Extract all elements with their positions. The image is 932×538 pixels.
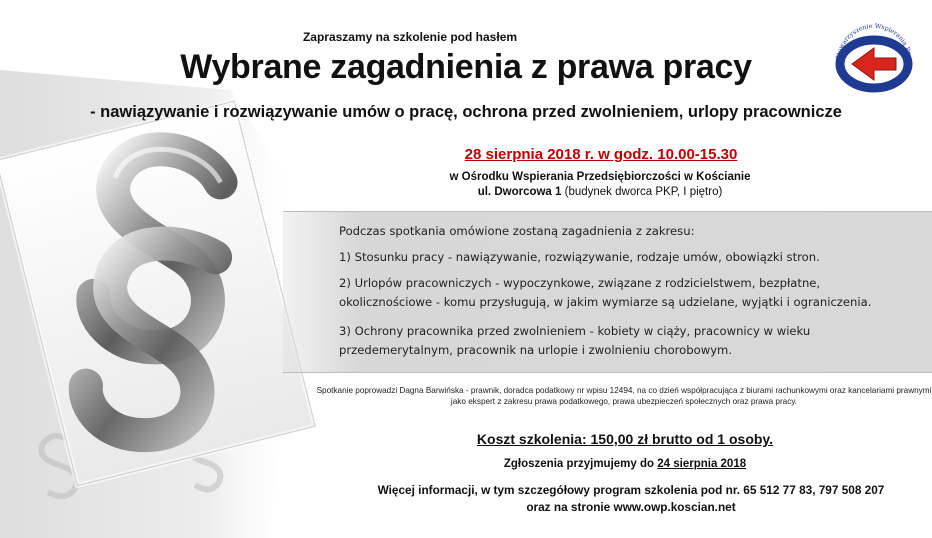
page-title: Wybrane zagadnienia z prawa pracy	[180, 48, 752, 86]
trainer-info: Spotkanie poprowadzi Dagna Barwińska - prawnik, doradca podatkowy nr wpisu 12494, na co dzień współpracująca z biurami rachunkowymi oraz kancelariami prawnymi jako ekspert z zakresu prawa podatkowego, prawa ubezpieczeń społecznych oraz prawa pracy.	[316, 386, 932, 406]
contact-line-phone: Więcej informacji, w tym szczegółowy program szkolenia pod nr. 65 512 77 83, 797 508 207	[377, 483, 885, 497]
registration-deadline	[420, 458, 830, 470]
training-cost: Koszt szkolenia: 150,00 zł brutto od 1 osoby.	[476, 431, 774, 447]
topic-item: 1) Stosunku pracy - nawiązywanie, rozwiązywanie, rodzaje umów, obowiązki stron.	[339, 250, 820, 264]
topics-heading: Podczas spotkania omówione zostaną zagadnienia z zakresu:	[339, 224, 695, 238]
event-date: 28 sierpnia 2018 r. w godz. 10.00-15.30	[464, 146, 738, 163]
venue-address	[390, 186, 810, 198]
deadline-prefix: Zgłoszenia przyjmujemy do	[503, 458, 658, 470]
deadline-date: 24 sierpnia 2018	[657, 458, 747, 470]
topic-item: 2) Urlopów pracowniczych - wypoczynkowe, związane z rodzicielstwem, bezpłatne, okolicznościowe - komu przysługują, w jakim wymiarze są udzielane, wyjątki i ograniczenia.	[339, 276, 872, 309]
page-subtitle: - nawiązywanie i rozwiązywanie umów o pracę, ochrona przed zwolnieniem, urlopy pracownicze	[90, 103, 842, 121]
venue-name: w Ośrodku Wspierania Przedsiębiorczości w Kościanie	[449, 171, 751, 183]
intro-text: Zapraszamy na szkolenie pod hasłem	[302, 30, 518, 44]
venue-street-note: (budynek dworca PKP, I piętro)	[561, 186, 723, 198]
logo-arc-text: Stowarzyszenie Wspierania Prze	[835, 22, 914, 62]
topics-panel	[283, 211, 932, 373]
topic-item: 3) Ochrony pracownika przed zwolnieniem - kobiety w ciąży, pracownicy w wieku przedemerytalnym, pracownik na urlopie i zwolnieniu chorobowym.	[339, 324, 811, 357]
contact-line-web: oraz na stronie www.owp.koscian.net	[526, 500, 736, 514]
contact-info	[330, 482, 932, 516]
venue-street: ul. Dworcowa 1	[477, 186, 562, 198]
